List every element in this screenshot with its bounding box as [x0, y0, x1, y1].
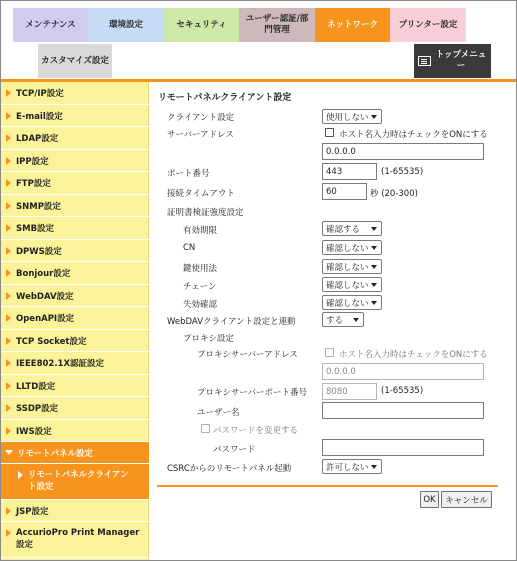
tab-label: セキュリティ: [176, 19, 227, 30]
sidebar-item-label: SMB設定: [16, 224, 55, 234]
page-title: リモートパネルクライアント設定: [158, 93, 292, 103]
client-setting-label: クライアント設定: [167, 113, 235, 123]
timeout-label: 接続タイムアウト: [167, 189, 235, 199]
proxy-password-label: パスワード: [213, 445, 256, 455]
select-value: 使用しない: [326, 112, 369, 123]
proxy-user-input[interactable]: [322, 402, 484, 419]
sidebar-item-label: LLTD設定: [16, 381, 56, 392]
triangle-right-icon: [6, 89, 11, 97]
csrc-launch-label: CSRCからのリモートパネル起動: [167, 464, 292, 474]
cert-cn-label: CN: [183, 243, 196, 253]
sidebar-item-jsp[interactable]: [1, 500, 149, 522]
monitor-icon: [418, 56, 431, 66]
tab-label: 環境設定: [108, 19, 143, 30]
sidebar-item-label: IPP設定: [16, 156, 49, 167]
proxy-address-label: プロキシサーバーアドレス: [197, 350, 298, 360]
chevron-down-icon: [371, 301, 377, 305]
sidebar-item-label: DPWS設定: [16, 246, 62, 257]
triangle-right-icon: [6, 507, 11, 515]
select-value: 確認しない: [326, 262, 369, 273]
sidebar-item-ftp[interactable]: [1, 172, 149, 195]
select-value: 確認しない: [326, 243, 369, 254]
proxy-port-range: (1-65535): [381, 386, 424, 396]
select-value: 許可しない: [326, 462, 369, 473]
cert-key-usage-select[interactable]: [322, 259, 382, 274]
server-address-input[interactable]: [322, 143, 484, 160]
triangle-right-icon: [6, 529, 11, 537]
chevron-down-icon: [353, 318, 359, 322]
triangle-right-icon: [6, 157, 11, 165]
cert-key-usage-label: 鍵使用法: [183, 264, 218, 274]
csrc-launch-select[interactable]: [322, 459, 382, 474]
webdav-link-select[interactable]: [322, 312, 364, 327]
sidebar-item-lltd[interactable]: [1, 375, 149, 397]
sidebar-item-openapi[interactable]: [1, 307, 149, 330]
tab-label: メンテナンス: [25, 19, 76, 30]
sidebar-item-ldap[interactable]: [1, 127, 149, 150]
sidebar-item-label: JSP設定: [16, 506, 49, 517]
triangle-right-icon: [6, 404, 11, 412]
client-setting-select[interactable]: [322, 109, 382, 124]
sidebar-item-label: Bonjour設定: [16, 269, 71, 279]
triangle-right-icon: [6, 314, 11, 322]
top-menu-button[interactable]: [414, 44, 491, 78]
top-menu-label: トップメニュー: [435, 50, 487, 71]
chevron-down-icon: [371, 246, 377, 250]
chevron-down-icon: [371, 115, 377, 119]
ok-button[interactable]: OK: [420, 491, 439, 508]
triangle-right-icon: [6, 224, 11, 232]
sidebar-item-ieee8021x[interactable]: [1, 352, 149, 375]
triangle-right-icon: [6, 292, 11, 300]
port-input[interactable]: [322, 163, 377, 180]
tab-label: プリンター設定: [398, 19, 458, 30]
triangle-right-icon: [6, 112, 11, 120]
sidebar-item-label: AccurioPro Print Manager設定: [16, 528, 140, 550]
proxy-user-label: ユーザー名: [197, 408, 240, 418]
sidebar-item-accuriopro[interactable]: [1, 522, 149, 558]
sidebar-item-dpws[interactable]: [1, 240, 149, 262]
sidebar-item-label: TCP Socket設定: [16, 336, 87, 347]
triangle-right-icon: [6, 427, 11, 435]
select-value: する: [326, 315, 344, 326]
tab-label: ユーザー認証/部門管理: [245, 14, 309, 35]
server-hostname-checkbox[interactable]: [325, 128, 334, 137]
sidebar-item-ipp[interactable]: [1, 150, 149, 172]
tab-environment[interactable]: [88, 8, 164, 42]
timeout-input[interactable]: [322, 183, 367, 200]
form-divider: [157, 485, 498, 487]
cancel-button[interactable]: キャンセル: [441, 491, 492, 508]
triangle-right-icon: [6, 359, 11, 367]
proxy-section-label: プロキシ設定: [183, 334, 234, 344]
sidebar-item-ssdp[interactable]: [1, 397, 149, 420]
select-value: 確認しない: [326, 280, 369, 291]
cert-chain-label: チェーン: [183, 282, 217, 292]
port-range: (1-65535): [381, 167, 424, 177]
sidebar-item-label: E-mail設定: [16, 111, 63, 122]
tab-customize[interactable]: [38, 44, 112, 78]
sidebar-item-label: IWS設定: [16, 426, 52, 437]
sidebar-item-remote-panel-client[interactable]: [1, 464, 149, 500]
sidebar-item-webdav[interactable]: [1, 285, 149, 307]
sidebar-item-label: WebDAV設定: [16, 291, 74, 302]
tab-label: ネットワーク: [326, 19, 378, 30]
input-value: 0.0.0.0: [326, 146, 356, 157]
webdav-link-label: WebDAVクライアント設定と連動: [167, 317, 296, 327]
triangle-right-icon: [6, 247, 11, 255]
cert-revocation-label: 失効確認: [183, 300, 218, 310]
tab-printer[interactable]: [390, 8, 466, 42]
tab-user-auth[interactable]: [239, 8, 315, 42]
triangle-right-icon: [6, 382, 11, 390]
triangle-right-icon: [6, 179, 11, 187]
triangle-right-icon: [6, 337, 11, 345]
triangle-right-icon: [6, 134, 11, 142]
sidebar-item-label: LDAP設定: [16, 134, 59, 144]
proxy-change-password-checkbox[interactable]: [201, 424, 210, 433]
sidebar-item-label: OpenAPI設定: [16, 314, 75, 324]
triangle-right-icon: [6, 269, 11, 277]
sidebar-item-tcpip[interactable]: [1, 82, 149, 105]
proxy-hostname-checkbox[interactable]: [325, 348, 334, 357]
tab-maintenance[interactable]: [13, 8, 88, 42]
sidebar-item-label: リモートパネルクライアント設定: [28, 470, 129, 492]
sidebar-item-bonjour[interactable]: [1, 262, 149, 285]
port-label: ポート番号: [167, 169, 210, 179]
input-value: 8080: [326, 386, 348, 397]
timeout-unit: 秒 (20-300): [370, 189, 418, 199]
tab-label: カスタマイズ設定: [41, 55, 109, 66]
proxy-hostname-checkbox-label: ホスト名入力時はチェックをONにする: [339, 350, 488, 360]
sidebar-item-tcp-socket[interactable]: [1, 330, 149, 352]
proxy-address-input[interactable]: [322, 363, 484, 380]
sidebar-item-smb[interactable]: [1, 217, 149, 240]
tab-security[interactable]: [164, 8, 239, 42]
sidebar-item-iws[interactable]: [1, 420, 149, 442]
chevron-down-icon: [371, 465, 377, 469]
sidebar-item-remote-panel[interactable]: [1, 442, 149, 464]
proxy-password-input[interactable]: [322, 439, 484, 456]
sidebar-item-label: IEEE802.1X認証設定: [16, 359, 105, 369]
cert-revocation-select[interactable]: [322, 295, 382, 310]
server-address-label: サーバーアドレス: [167, 130, 234, 140]
select-value: 確認する: [326, 224, 361, 235]
input-value: 60: [326, 186, 337, 197]
sidebar-item-label: リモートパネル設定: [17, 448, 93, 459]
proxy-port-input[interactable]: [322, 383, 377, 400]
triangle-right-icon: [6, 202, 11, 210]
sidebar-item-snmp[interactable]: [1, 195, 149, 217]
triangle-right-icon: [18, 471, 23, 479]
proxy-change-password-label: パスワードを変更する: [213, 426, 299, 436]
chevron-down-icon: [371, 227, 377, 231]
sidebar-item-label: SNMP設定: [16, 201, 61, 212]
chevron-down-icon: [371, 283, 377, 287]
cert-section-label: 証明書検証強度設定: [167, 208, 244, 218]
cert-expiry-select[interactable]: [322, 221, 382, 236]
chevron-down-icon: [371, 265, 377, 269]
cert-expiry-label: 有効期限: [183, 226, 218, 236]
sidebar-item-label: TCP/IP設定: [16, 89, 64, 99]
cert-chain-select[interactable]: [322, 277, 382, 292]
input-value: 443: [326, 166, 343, 177]
sidebar-item-label: FTP設定: [16, 179, 51, 189]
sidebar-item-label: SSDP設定: [16, 404, 59, 414]
sidebar-item-email[interactable]: [1, 105, 149, 127]
input-value: 0.0.0.0: [326, 366, 356, 377]
triangle-down-icon: [5, 450, 13, 455]
cert-cn-select[interactable]: [322, 240, 382, 255]
tab-network[interactable]: [315, 8, 390, 42]
select-value: 確認しない: [326, 298, 369, 309]
server-hostname-checkbox-label: ホスト名入力時はチェックをONにする: [339, 130, 488, 140]
sidebar: [1, 82, 149, 561]
proxy-port-label: プロキシサーバーポート番号: [197, 388, 307, 398]
